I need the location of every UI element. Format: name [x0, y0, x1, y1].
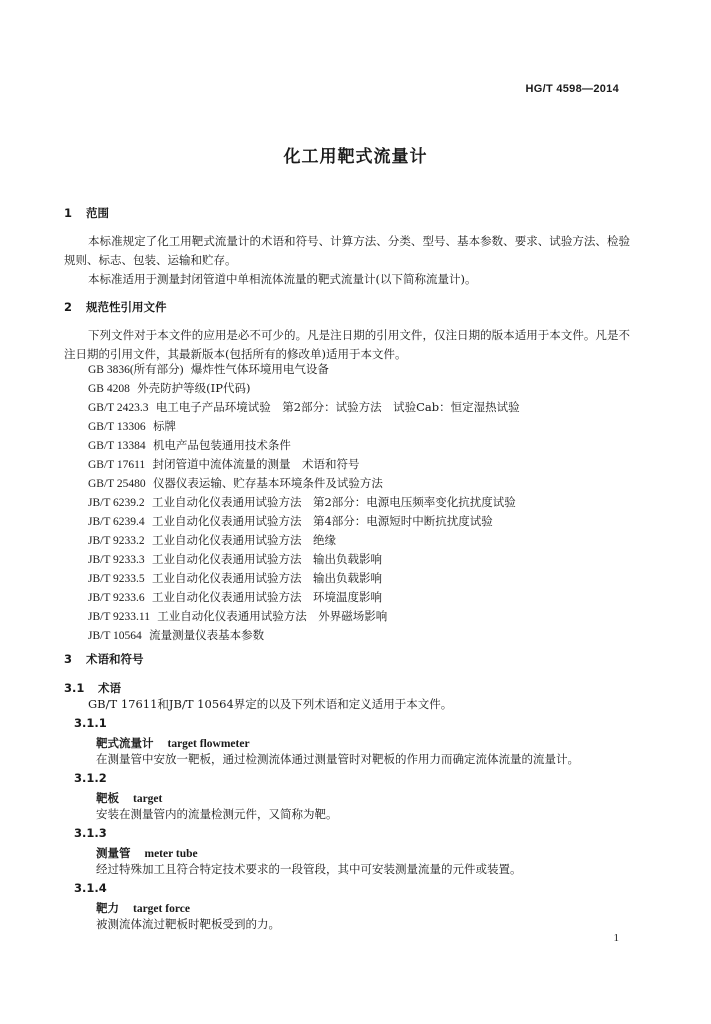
normative-references-list — [88, 360, 520, 645]
reference-item — [88, 607, 520, 626]
section-title: 术语和符号 — [86, 652, 144, 666]
scope-paragraph-1: 本标准规定了化工用靶式流量计的术语和符号、计算方法、分类、型号、基本参数、要求、试验方法、检验规则、标志、包装、运输和贮存。 — [64, 234, 630, 267]
section-number: 3 — [64, 652, 73, 666]
terms-intro-text: GB/T 17611和JB/T 10564界定的以及下列术语和定义适用于本文件。 — [88, 697, 453, 711]
section-title: 范围 — [86, 206, 109, 220]
subsection-3-1-heading — [64, 680, 121, 696]
term-number: 3.1.4 — [74, 881, 107, 895]
reference-code: JB/T 6239.2 — [88, 497, 145, 509]
term-name-en: meter tube — [144, 848, 198, 860]
reference-title: 标牌 — [152, 419, 176, 433]
reference-code: JB/T 9233.11 — [88, 611, 150, 623]
reference-item — [88, 398, 520, 417]
section-title: 规范性引用文件 — [86, 300, 167, 314]
standard-code: HG/T 4598—2014 — [525, 83, 619, 95]
section-number: 1 — [64, 206, 73, 220]
term-name-zh: 靶式流量计 — [96, 736, 154, 750]
term-name-zh: 测量管 — [96, 846, 131, 860]
reference-title: 机电产品包装通用技术条件 — [152, 438, 291, 452]
subsection-title: 术语 — [98, 681, 121, 695]
references-intro-paragraph: 下列文件对于本文件的应用是必不可少的。凡是注日期的引用文件，仅注日期的版本适用于本文件。凡是不注日期的引用文件，其最新版本(包括所有的修改单)适用于本文件。 — [64, 328, 630, 361]
reference-code: JB/T 6239.4 — [88, 516, 145, 528]
reference-code: GB/T 17611 — [88, 459, 146, 471]
reference-title: 封闭管道中流体流量的测量 术语和符号 — [152, 457, 360, 471]
page-number: 1 — [613, 932, 619, 944]
reference-item — [88, 455, 520, 474]
term-name-en: target — [133, 793, 163, 805]
term-number: 3.1.1 — [74, 716, 107, 730]
term-number: 3.1.3 — [74, 826, 107, 840]
reference-code: GB/T 25480 — [88, 478, 146, 490]
reference-item — [88, 512, 520, 531]
reference-title: 工业自动化仪表通用试验方法 环境温度影响 — [151, 590, 382, 604]
reference-code: JB/T 9233.2 — [88, 535, 145, 547]
reference-code: JB/T 9233.5 — [88, 573, 145, 585]
reference-title: 工业自动化仪表通用试验方法 输出负载影响 — [151, 571, 382, 585]
reference-item — [88, 493, 520, 512]
section-3-heading — [64, 651, 144, 667]
term-definition: 在测量管中安放一靶板，通过检测流体通过测量管时对靶板的作用力而确定流体流量的流量计。 — [96, 752, 579, 766]
reference-code: GB/T 2423.3 — [88, 402, 149, 414]
reference-title: 仪器仪表运输、贮存基本环境条件及试验方法 — [152, 476, 383, 490]
term-definition: 安装在测量管内的流量检测元件，又简称为靶。 — [96, 807, 338, 821]
term-number: 3.1.2 — [74, 771, 107, 785]
reference-title: 工业自动化仪表通用试验方法 输出负载影响 — [151, 552, 382, 566]
scope-paragraph-2: 本标准适用于测量封闭管道中单相流体流量的靶式流量计(以下简称流量计)。 — [88, 272, 477, 286]
term-definition: 经过特殊加工且符合特定技术要求的一段管段，其中可安装测量流量的元件或装置。 — [96, 862, 522, 876]
document-title: 化工用靶式流量计 — [283, 147, 428, 167]
reference-item — [88, 550, 520, 569]
term-name-zh: 靶板 — [96, 791, 119, 805]
term-name-en: target force — [133, 903, 190, 915]
reference-code: JB/T 10564 — [88, 630, 142, 642]
reference-title: 爆炸性气体环境用电气设备 — [190, 362, 329, 376]
term-heading — [96, 735, 250, 751]
reference-item — [88, 474, 520, 493]
reference-code: GB 4208 — [88, 383, 130, 395]
subsection-number: 3.1 — [64, 681, 85, 695]
reference-title: 工业自动化仪表通用试验方法 第2部分：电源电压频率变化抗扰度试验 — [151, 495, 516, 509]
reference-title: 流量测量仪表基本参数 — [149, 628, 265, 642]
reference-code: GB 3836(所有部分) — [88, 364, 184, 376]
reference-title: 工业自动化仪表通用试验方法 绝缘 — [151, 533, 336, 547]
section-number: 2 — [64, 300, 73, 314]
reference-title: 工业自动化仪表通用试验方法 第4部分：电源短时中断抗扰度试验 — [151, 514, 493, 528]
reference-item — [88, 379, 520, 398]
reference-item — [88, 626, 520, 645]
reference-code: GB/T 13384 — [88, 440, 146, 452]
section-1-heading — [64, 205, 109, 221]
term-heading — [96, 790, 162, 806]
reference-title: 工业自动化仪表通用试验方法 外界磁场影响 — [157, 609, 388, 623]
term-definition: 被测流体流过靶板时靶板受到的力。 — [96, 917, 280, 931]
section-2-heading — [64, 299, 167, 315]
term-heading — [96, 900, 190, 916]
term-heading — [96, 845, 198, 861]
reference-code: GB/T 13306 — [88, 421, 146, 433]
reference-item — [88, 360, 520, 379]
reference-code: JB/T 9233.3 — [88, 554, 145, 566]
reference-title: 电工电子产品环境试验 第2部分：试验方法 试验Cab：恒定湿热试验 — [155, 400, 520, 414]
reference-item — [88, 588, 520, 607]
term-name-en: target flowmeter — [167, 738, 250, 750]
reference-item — [88, 531, 520, 550]
reference-item — [88, 569, 520, 588]
reference-item — [88, 436, 520, 455]
term-name-zh: 靶力 — [96, 901, 119, 915]
reference-title: 外壳防护等级(IP代码) — [137, 381, 251, 395]
reference-item — [88, 417, 520, 436]
reference-code: JB/T 9233.6 — [88, 592, 145, 604]
